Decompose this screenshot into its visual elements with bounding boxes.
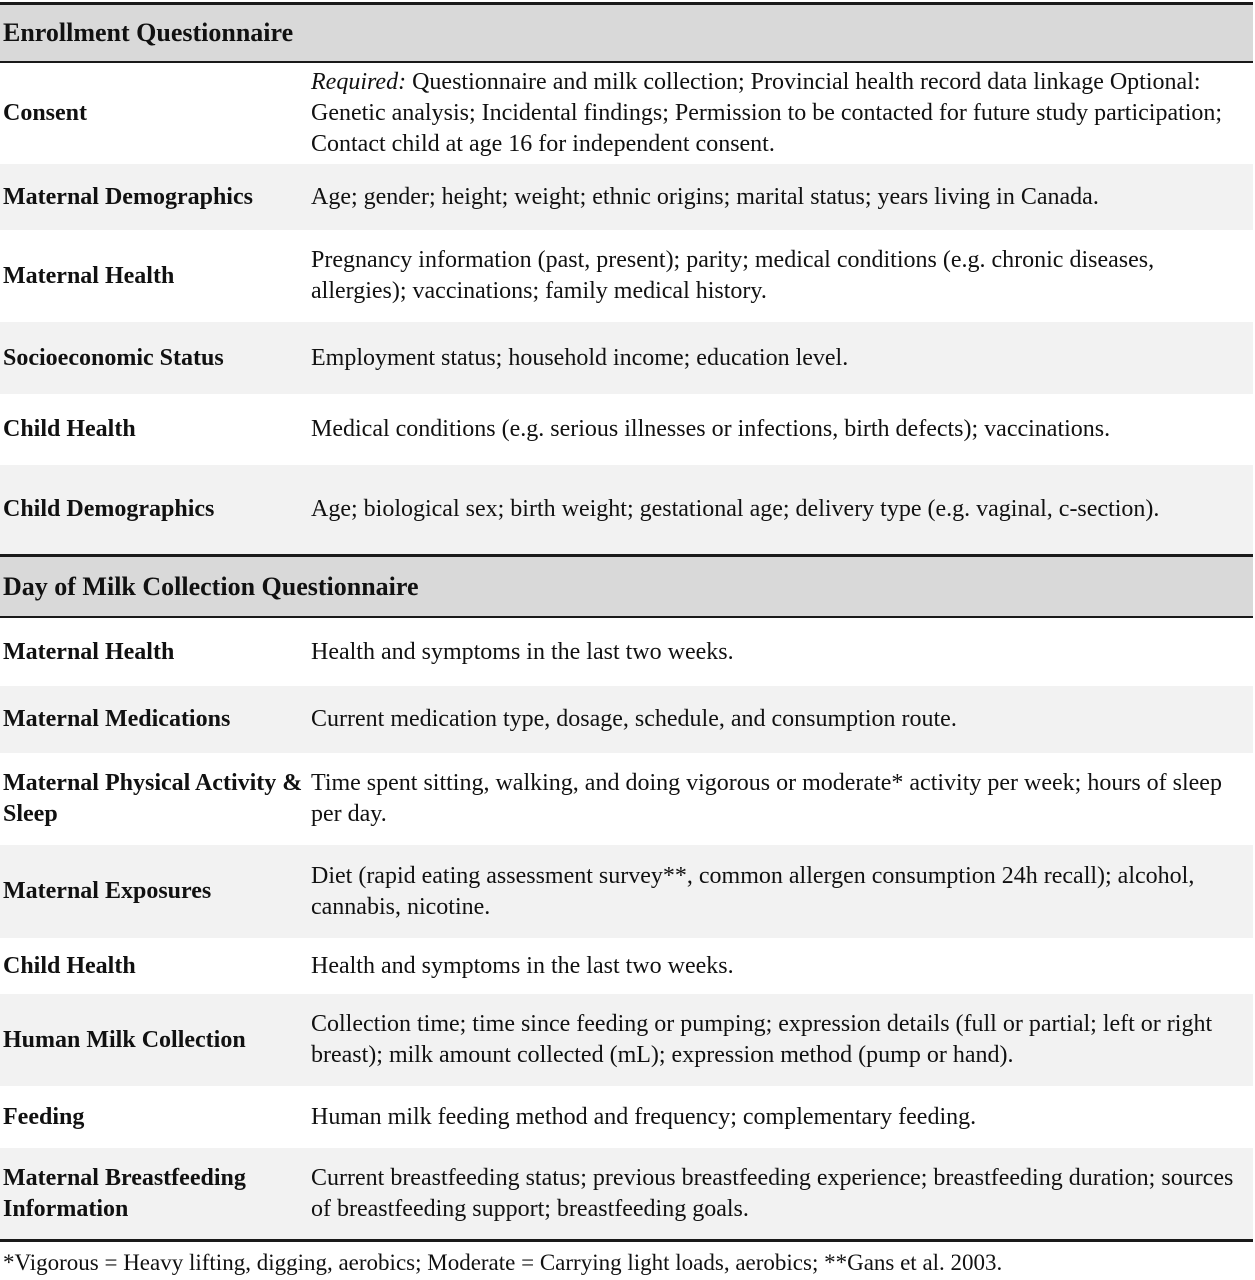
required-prefix: Required: [311,69,407,95]
section-header-enrollment: Enrollment Questionnaire [0,5,1253,61]
bottom-rule [0,1239,1253,1242]
table-row [0,1148,1253,1239]
row-description: Human milk feeding method and frequency; complementary feeding. [311,1103,977,1130]
table-row [0,1086,1253,1148]
table-row [0,994,1253,1086]
row-description: Pregnancy information (past, present); parity; medical conditions (e.g. chronic diseases, allergies); vaccinations; family medical history. [311,247,1155,304]
row-description: Health and symptoms in the last two weeks. [311,638,734,665]
row-label: Maternal Physical Activity & Sleep [3,770,303,827]
row-description: Age; biological sex; birth weight; gestational age; delivery type (e.g. vaginal, c-section). [311,496,1160,522]
row-label: Child Health [3,416,136,442]
row-label: Maternal Demographics [3,183,253,210]
row-label: Maternal Medications [3,706,231,732]
section-header-day-of-collection: Day of Milk Collection Questionnaire [0,557,1253,616]
row-description: Medical conditions (e.g. serious illnesses or infections, birth defects); vaccinations. [311,416,1111,442]
row-description: Collection time; time since feeding or pumping; expression details (full or partial; left or right breast); milk amount collected (mL); expression method (pump or hand). [311,1011,1213,1068]
table-row [0,230,1253,322]
row-label: Feeding [3,1103,85,1130]
row-description: Current breastfeeding status; previous breastfeeding experience; breastfeeding duration; sources of breastfeeding support; breastfeeding goals. [311,1164,1234,1222]
row-description: Time spent sitting, walking, and doing vigorous or moderate* activity per week; hours of sleep per day. [311,770,1222,827]
row-description [308,63,1253,164]
table-row [0,753,1253,845]
table-row [0,465,1253,554]
row-label: Child Demographics [3,496,215,522]
row-description: Current medication type, dosage, schedule, and consumption route. [311,706,957,732]
row-description-text: Questionnaire and milk collection; Provincial health record data linkage Optional: Genetic analysis; Incidental findings; Permission to be contacted for future study participation; Contact child at age 16 for independent consent. [311,69,1223,157]
row-label: Socioeconomic Status [3,344,224,371]
row-description: Age; gender; height; weight; ethnic origins; marital status; years living in Canada. [311,183,1099,210]
row-description: Health and symptoms in the last two weeks. [311,952,734,979]
table-row [0,938,1253,994]
row-label: Maternal Health [3,638,175,665]
row-label: Human Milk Collection [3,1026,246,1053]
row-label: Consent [3,100,88,126]
row-label: Maternal Breastfeeding Information [3,1164,246,1222]
table-row [0,686,1253,753]
row-label: Maternal Exposures [3,878,212,904]
table-row [0,322,1253,394]
table-footnote: *Vigorous = Heavy lifting, digging, aerobics; Moderate = Carrying light loads, aerobics; **Gans et al. 2003. [3,1250,1003,1275]
row-label: Maternal Health [3,262,175,289]
row-label: Child Health [3,952,136,979]
table-row [0,845,1253,938]
row-description: Employment status; household income; education level. [311,344,849,371]
table-row [0,394,1253,465]
table-row [0,618,1253,686]
table-row [0,164,1253,230]
table-row [0,63,1253,164]
row-description: Diet (rapid eating assessment survey**, common allergen consumption 24h recall); alcohol, cannabis, nicotine. [311,862,1195,920]
